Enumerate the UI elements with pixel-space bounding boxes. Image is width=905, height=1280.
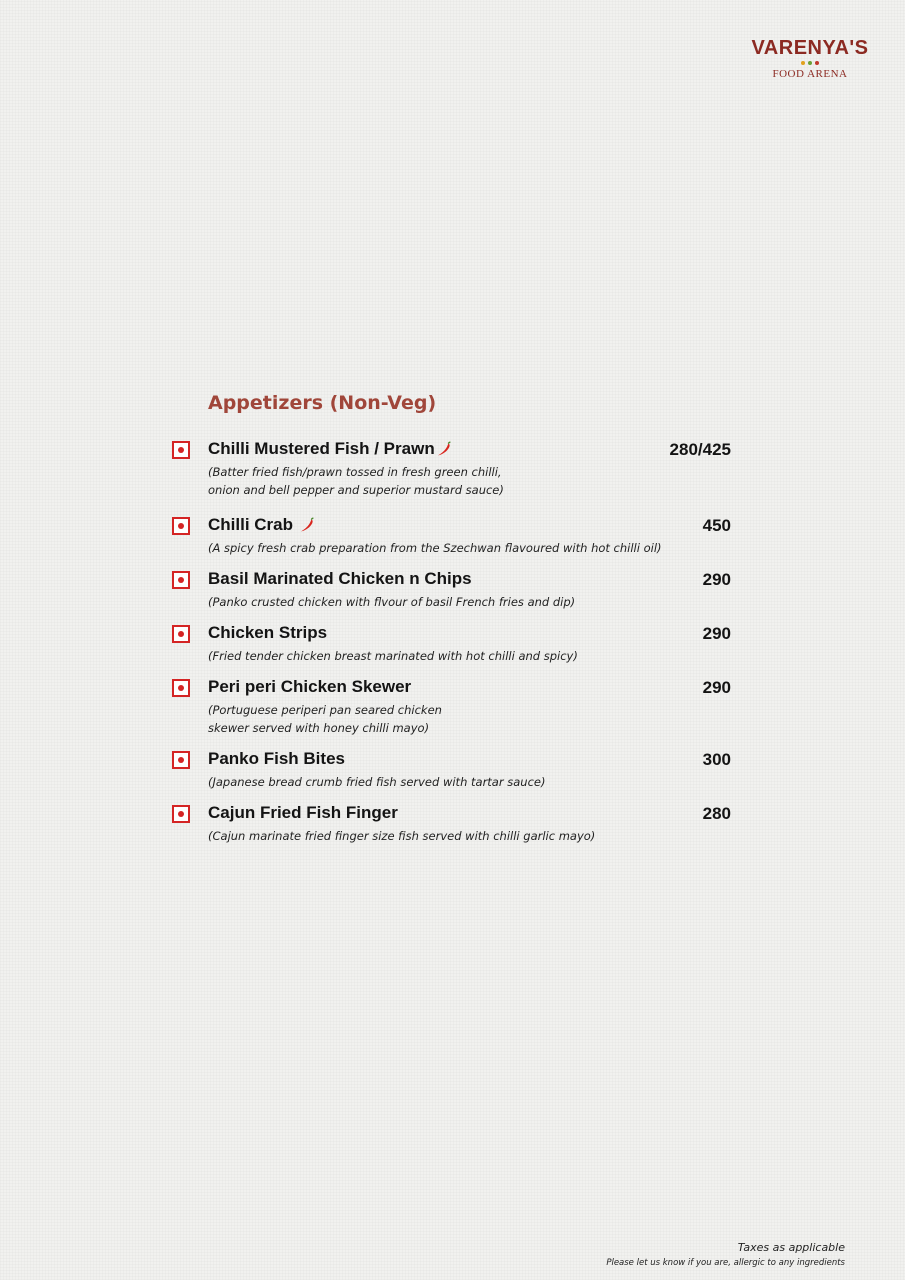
description-line: (Cajun marinate fried finger size fish served with chilli garlic mayo) xyxy=(208,829,596,843)
item-description xyxy=(208,827,668,845)
description-line: (Portuguese periperi pan seared chicken xyxy=(208,703,442,717)
item-name: Panko Fish Bites xyxy=(208,749,345,768)
allergy-note: Please let us know if you are, allergic to any ingredients xyxy=(606,1258,845,1268)
description-line: (A spicy fresh crab preparation from the Szechwan flavoured with hot chilli oil) xyxy=(208,541,662,555)
brand-name: VARENYA'S xyxy=(751,37,869,59)
item-description xyxy=(208,701,668,737)
taxes-note: Taxes as applicable xyxy=(737,1241,845,1254)
item-description xyxy=(208,773,668,791)
chilli-icon xyxy=(436,441,452,457)
description-line: onion and bell pepper and superior mustard sauce) xyxy=(208,483,504,497)
description-line: skewer served with honey chilli mayo) xyxy=(208,721,430,735)
non-veg-icon xyxy=(172,517,190,535)
non-veg-icon xyxy=(172,679,190,697)
item-description xyxy=(208,539,668,557)
chilli-icon xyxy=(299,517,315,533)
item-price: 290 xyxy=(702,624,731,643)
non-veg-icon xyxy=(172,625,190,643)
description-line: (Fried tender chicken breast marinated with hot chilli and spicy) xyxy=(208,649,578,663)
item-price: 280 xyxy=(702,804,731,823)
item-name: Chicken Strips xyxy=(208,623,328,642)
footer xyxy=(606,1240,845,1270)
item-price: 280/425 xyxy=(669,440,731,459)
brand-logo xyxy=(740,36,880,80)
item-description xyxy=(208,647,668,665)
non-veg-icon xyxy=(172,441,190,459)
item-name: Basil Marinated Chicken n Chips xyxy=(208,569,472,588)
non-veg-icon xyxy=(172,571,190,589)
item-name: Cajun Fried Fish Finger xyxy=(208,803,398,822)
item-name: Chilli Crab xyxy=(208,515,315,535)
item-price: 300 xyxy=(702,750,731,769)
brand-tagline: FOOD ARENA xyxy=(772,68,848,80)
non-veg-icon xyxy=(172,751,190,769)
non-veg-icon xyxy=(172,805,190,823)
description-line: (Japanese bread crumb fried fish served with tartar sauce) xyxy=(208,775,546,789)
item-description xyxy=(208,593,668,611)
section-title: Appetizers (Non-Veg) xyxy=(208,392,437,414)
item-price: 290 xyxy=(702,678,731,697)
description-line: (Panko crusted chicken with flvour of basil French fries and dip) xyxy=(208,595,576,609)
item-price: 290 xyxy=(702,570,731,589)
item-description xyxy=(208,463,668,499)
item-name: Chilli Mustered Fish / Prawn xyxy=(208,439,452,459)
item-name: Peri peri Chicken Skewer xyxy=(208,677,412,696)
description-line: (Batter fried fish/prawn tossed in fresh green chilli, xyxy=(208,465,502,479)
item-price: 450 xyxy=(702,516,731,535)
